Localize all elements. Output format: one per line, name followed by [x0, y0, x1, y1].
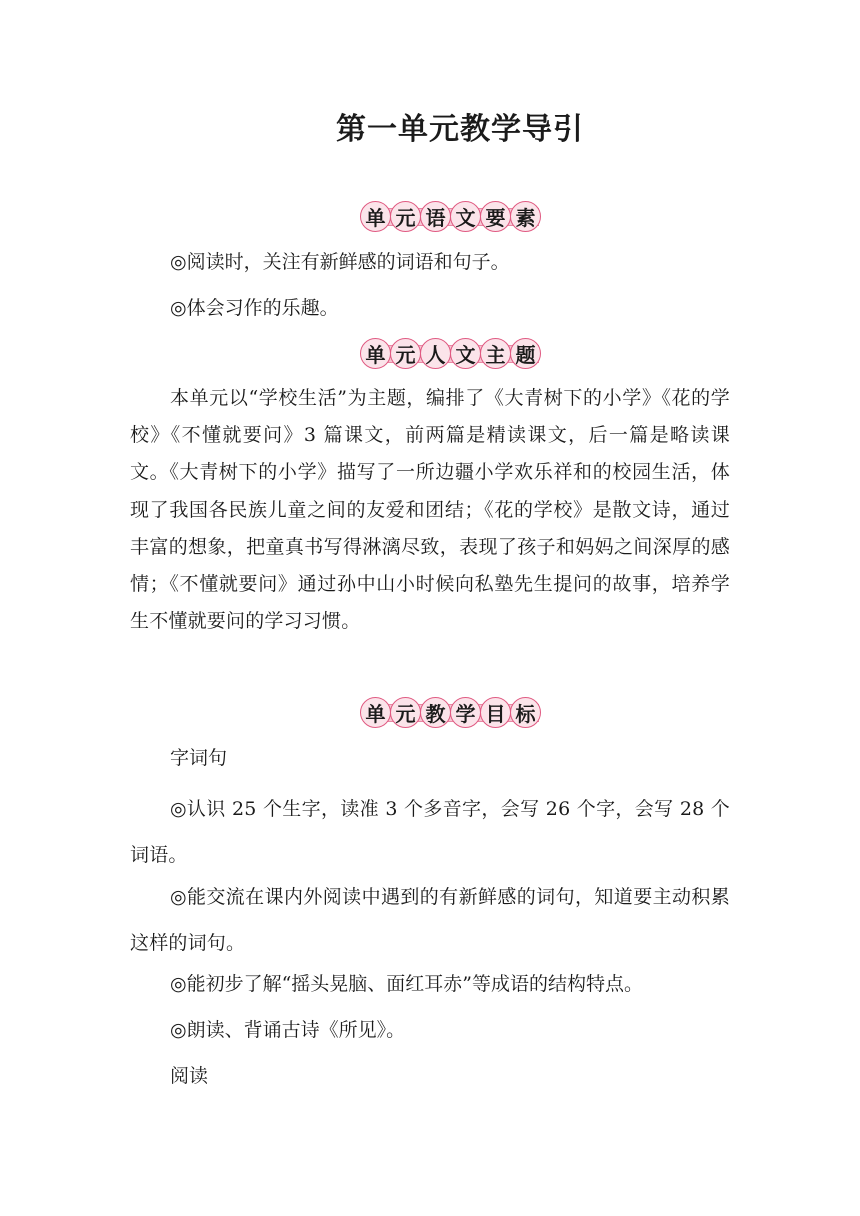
heading-char: 题 [510, 338, 541, 369]
list-item: ◎阅读时，关注有新鲜感的词语和句子。 [170, 251, 510, 273]
heading-char: 素 [510, 201, 541, 232]
list-item: ◎体会习作的乐趣。 [170, 297, 339, 319]
heading-char: 单 [360, 697, 391, 728]
sub-heading: 字词句 [170, 747, 228, 769]
heading-char: 文 [450, 201, 481, 232]
list-item: ◎能交流在课内外阅读中遇到的有新鲜感的词句，知道要主动积累这样的词句。 [130, 886, 730, 954]
section-heading-theme [357, 335, 545, 371]
page-title: 第一单元教学导引 [336, 112, 584, 147]
heading-char: 元 [390, 697, 421, 728]
heading-char: 目 [480, 697, 511, 728]
heading-char: 教 [420, 697, 451, 728]
heading-char: 主 [480, 338, 511, 369]
heading-char: 学 [450, 697, 481, 728]
heading-char: 人 [420, 338, 451, 369]
list-item: ◎朗读、背诵古诗《所见》。 [170, 1019, 406, 1041]
heading-char: 标 [510, 697, 541, 728]
section-heading-goals [357, 694, 545, 730]
theme-paragraph: 本单元以“学校生活”为主题，编排了《大青树下的小学》《花的学校》《不懂就要问》3 篇课文，前两篇是精读课文，后一篇是略读课文。《大青树下的小学》描写了一所边疆小学欢乐祥和的校园生活，体现了我国各民族儿童之间的友爱和团结；《花的学校》是散文诗，通过丰富的想象，把童真书写得淋漓尽致，表现了孩子和妈妈之间深厚的感情；《不懂就要问》通过孙中山小时候向私塾先生提问的故事，培养学生不懂就要问的学习习惯。 [130, 387, 730, 633]
heading-char: 语 [420, 201, 451, 232]
heading-char: 单 [360, 338, 391, 369]
heading-char: 元 [390, 338, 421, 369]
heading-char: 单 [360, 201, 391, 232]
heading-char: 元 [390, 201, 421, 232]
list-item: ◎认识 25 个生字，读准 3 个多音字，会写 26 个字，会写 28 个词语。 [130, 798, 730, 866]
list-item: ◎能初步了解“摇头晃脑、面红耳赤”等成语的结构特点。 [170, 973, 644, 995]
heading-char: 文 [450, 338, 481, 369]
sub-heading: 阅读 [170, 1065, 209, 1087]
heading-char: 要 [480, 201, 511, 232]
section-heading-elements [357, 198, 545, 234]
